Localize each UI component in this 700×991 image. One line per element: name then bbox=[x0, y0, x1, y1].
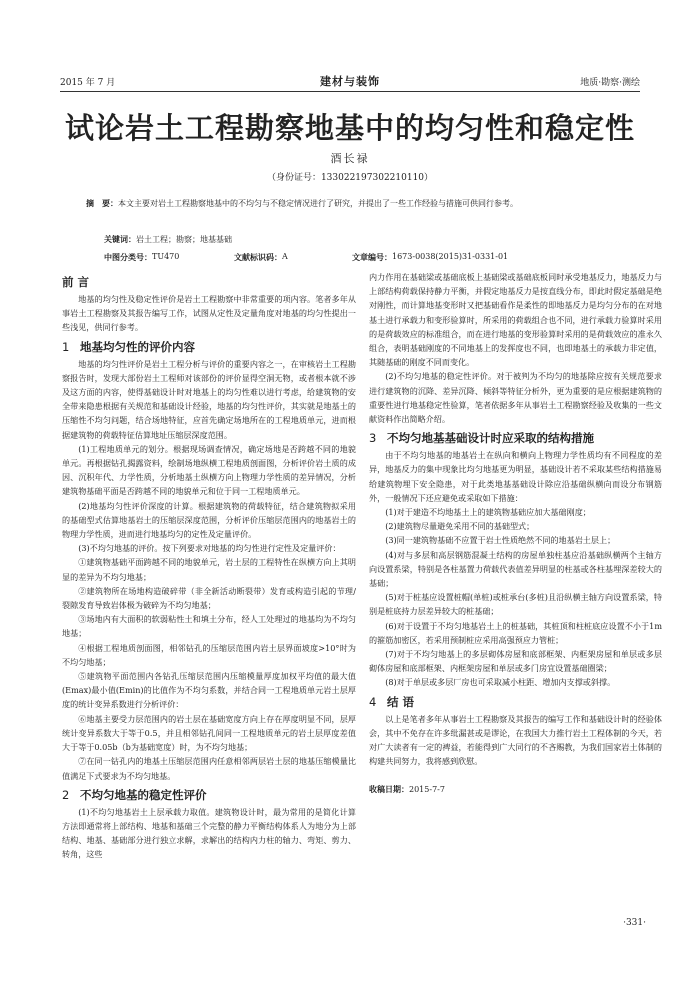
paragraph: ⑤建筑物平面范围内各钻孔压缩层范围内压缩模量厚度加权平均值的最大值(Emax)最小值(Emin)的比值作为不均匀系数，并结合同一工程地质单元岩土层厚度的统计变异系数进行分析评价： bbox=[62, 671, 356, 710]
abstract bbox=[86, 196, 626, 212]
journal-name: 建材与装饰 bbox=[320, 75, 380, 88]
page-header bbox=[60, 72, 640, 92]
article-no-value: 1673-0038(2015)31-0331-01 bbox=[392, 252, 509, 261]
paragraph: 地基的均匀性评价是岩土工程分析与评价的重要内容之一，在审核岩土工程勘察报告时，发现大部份岩土工程师对该部份的评价显得空洞无物，或者根本就不涉及这方面的内容，使得基础设计时对地基上的均匀性难以进行考虑，给建筑物的安全带来隐患根据有关规范和基础设计经验，地基的均匀性评价，其实就是地基土的压缩性不均匀问题，结合场地特征，应首先确定场地所在的工程地质单元，进而根据建筑物的荷载特征估算地址压缩层深度范围。 bbox=[62, 358, 356, 440]
paragraph: 由于不均匀地基的地基岩土在纵向和横向上物理力学性质均有不同程度的差异，地基反力的集中现象比均匀地基更为明显，基础设计若不采取某些结构措施易给建筑物埋下安全隐患，对于此类地基基础设计除应沿基础纵横向而设分布钢筋外，一般情况下还应避免或采取如下措施： bbox=[369, 450, 662, 503]
section-title: 地基均匀性的评价内容 bbox=[80, 339, 195, 354]
abstract-label: 摘 要： bbox=[86, 199, 118, 208]
keywords-label: 关键词： bbox=[104, 235, 136, 244]
received-label: 收稿日期： bbox=[369, 784, 409, 794]
paragraph: ①建筑物基础平面跨越不同的地貌单元，岩土层的工程特性在纵横方向上其明显的差异为不均匀地基； bbox=[62, 557, 356, 582]
heading-section-1 bbox=[62, 340, 356, 355]
paragraph: ④根据工程地质剖面图，相邻钻孔的压缩层范围内岩土层界面坡度>10°时为不均匀地基； bbox=[62, 642, 356, 667]
author-id: （身份证号：133022197302210110） bbox=[266, 173, 434, 183]
article-title: 试论岩土工程勘察地基中的均匀性和稳定性 bbox=[64, 111, 635, 145]
abstract-text: 本文主要对岩土工程勘察地基中的不均匀与不稳定情况进行了研究，并提出了一些工作经验与措施可供同行参考。 bbox=[118, 199, 518, 208]
heading-section-3 bbox=[369, 431, 662, 446]
author-name: 酒长禄 bbox=[330, 152, 370, 165]
issue-date: 2015 年 7 月 bbox=[60, 78, 116, 88]
received-date bbox=[369, 783, 662, 797]
heading-section-2 bbox=[62, 788, 356, 803]
paragraph: (1)工程地质单元的划分。根据现场调查情况，确定场地是否跨越不同的地貌单元。再根据钻孔揭露资料，绘制场地纵横工程地质剖面图，分析评价岩土质的成因、沉积年代、力学性质，分析地基土纵横方向上物理力学性质的差异情况，分析建筑物基础平面是否跨越不同的地貌单元和位于同一工程地质单元。 bbox=[62, 443, 356, 497]
paragraph: 以上是笔者多年从事岩土工程勘察及其报告的编写工作和基础设计时的经验体会，其中不免存在许多纰漏甚或是谬论，在我国大力推行岩土工程体制的今天，若对广大读者有一定的裨益，若能得到广大同行的不吝赐教，为我们国家岩土体制的构建共同努力，我将感到欣慰。 bbox=[369, 713, 662, 767]
section-number: 2 bbox=[62, 787, 70, 802]
doc-code-value: A bbox=[282, 252, 288, 261]
heading-intro-text: 前 言 bbox=[62, 275, 90, 289]
heading-section-4 bbox=[369, 695, 662, 710]
paragraph: (3)同一建筑物基础不应置于岩土性质绝然不同的地基岩土层上； bbox=[385, 535, 616, 546]
keywords bbox=[104, 234, 232, 245]
paragraph: ③场地内有大面积的软弱粘性土和填土分布，经人工处理过的地基均为不均匀地基； bbox=[62, 614, 356, 639]
paragraph: (2)地基均匀性评价深度的计算。根据建筑物的荷载特征，结合建筑物拟采用的基础型式估算地基岩土的压缩层深度范围，分析评价压缩层范围内的地基岩土的物理力学性质，进而进行地基均匀的定性及定量评价。 bbox=[62, 500, 356, 540]
paragraph: (2)建筑物尽量避免采用不同的基础型式； bbox=[385, 521, 535, 532]
section-number: 1 bbox=[62, 339, 70, 354]
doc-code-label: 文献标识码： bbox=[234, 253, 282, 262]
heading-intro bbox=[62, 275, 356, 290]
paragraph: (7)对于不均匀地基上的多层砌体房屋和底部框架、内框架房屋和单层或多层砌体房屋和底部框架、内框架房屋和单层或多门房宜设置基础圈梁； bbox=[369, 649, 662, 674]
paragraph: ②建筑物所在场地构造破碎带（非全新活动断裂带）发育或构造引起的节理/裂隙发育导致岩体极为破碎为不均匀地基； bbox=[62, 585, 356, 611]
left-column bbox=[62, 270, 356, 862]
section-title: 不均匀地基的稳定性评价 bbox=[80, 787, 207, 802]
paragraph: ⑥地基主要受力层范围内的岩土层在基础宽度方向上存在厚度明显不同，层厚统计变异系数大于等于0.5，并且相邻钻孔间同一工程地质单元的岩土层厚度差值大于等于0.05b（b为基础宽度）时，为不均匀地基； bbox=[62, 713, 356, 753]
section-title: 不均匀地基基础设计时应采取的结构措施 bbox=[387, 431, 594, 446]
section-number: 3 bbox=[369, 431, 377, 446]
paragraph: (4)对与多层和高层钢筋混凝土结构的房屋单独柱基应沿基础纵横两个主轴方向设置系梁，特别是各柱基置力荷载代表值差异明显的柱基或各柱基埋深差较大的基础； bbox=[369, 549, 662, 589]
paragraph: (1)对于建造不均地基土上的建筑物基础应加大基础刚度； bbox=[385, 507, 591, 518]
page-number: ·331· bbox=[623, 918, 646, 928]
article-no-label: 文章编号： bbox=[352, 253, 392, 262]
keywords-text: 岩土工程；勘察；地基基础 bbox=[136, 235, 232, 244]
section-title: 结 语 bbox=[387, 694, 415, 709]
paragraph: 地基的均匀性及稳定性评价是岩土工程勘察中非常重要的项内容。笔者多年从事岩土工程勘察及其报告编写工作，试图从定性及定量角度对地基的均匀性提出一些浅见，供同行参考。 bbox=[62, 294, 356, 333]
paragraph: (8)对于单层或多层厂房也可采取减小柱距、增加内支撑或斜撑。 bbox=[385, 677, 616, 688]
paragraph: (1)不均匀地基岩土上层承载力取值。建筑物设计时，最为常用的是简化计算方法即通常将上部结构、地基和基础三个完整的静力平衡结构体系人为地分为上部结构、地基、基础部分进行独立求解，求解出的结构内力柱的轴力、弯矩、剪力、转角，这些 bbox=[62, 806, 356, 860]
section-name: 地质·勘察·测绘 bbox=[580, 78, 640, 88]
clc-value: TU470 bbox=[152, 252, 180, 261]
paragraph: ⑦在同一钻孔内的地基土压缩层范围内任意相邻两层岩土层的地基压缩模量比值满足下式要求为不均匀地基。 bbox=[62, 756, 356, 781]
clc-label: 中图分类号： bbox=[104, 253, 152, 262]
paragraph: (3)不均匀地基的评价。按下列要求对地基的均匀性进行定性及定量评价： bbox=[78, 543, 341, 554]
paragraph: (2)不均匀地基的稳定性评价。对于被判为不均匀的地基除应按有关规范要求进行建筑物的沉降、差异沉降、倾斜等特征分析外，更为重要的是应根据建筑物的重要性进行地基稳定性验算，笔者依据多年从事岩土工程勘察经验及收集的一些文献资料作出简略介绍。 bbox=[369, 371, 662, 425]
header-rule bbox=[60, 91, 640, 92]
right-column bbox=[369, 270, 662, 797]
paragraph: 内力作用在基础梁或基础底板上基础梁或基础底板同时承受地基反力，地基反力与上部结构荷载保持静力平衡，并假定地基反力是按直线分布，即此时假定基础是绝对刚性，而计算地基变形时又把基础看作是柔性的即地基反力是均匀分布的在对地基土进行承载力和变形验算时，所采用的荷载组合也不同，进行承载力验算时采用的是荷载效应的标准组合，而在进行地基的变形验算时采用的是荷载效应的准永久组合，表明基础刚度的不同地基上的发挥度也不同，也即地基土的承载力非定值，其随基础的刚度不同而变化。 bbox=[369, 272, 662, 368]
paragraph: (6)对于设置于不均匀地基岩土上的桩基础，其桩顶和柱桩底应设置不小于1m的箍筋加密区，若采用预制桩应采用高强预应力管桩； bbox=[369, 620, 662, 645]
section-number: 4 bbox=[369, 694, 377, 709]
received-value: 2015-7-7 bbox=[409, 784, 445, 794]
paragraph: (5)对于桩基应设置桩帽(单桩)或桩承台(多桩)且沿纵横主轴方向设置系梁，特别是桩底持力层差异较大的桩基础； bbox=[369, 592, 662, 617]
